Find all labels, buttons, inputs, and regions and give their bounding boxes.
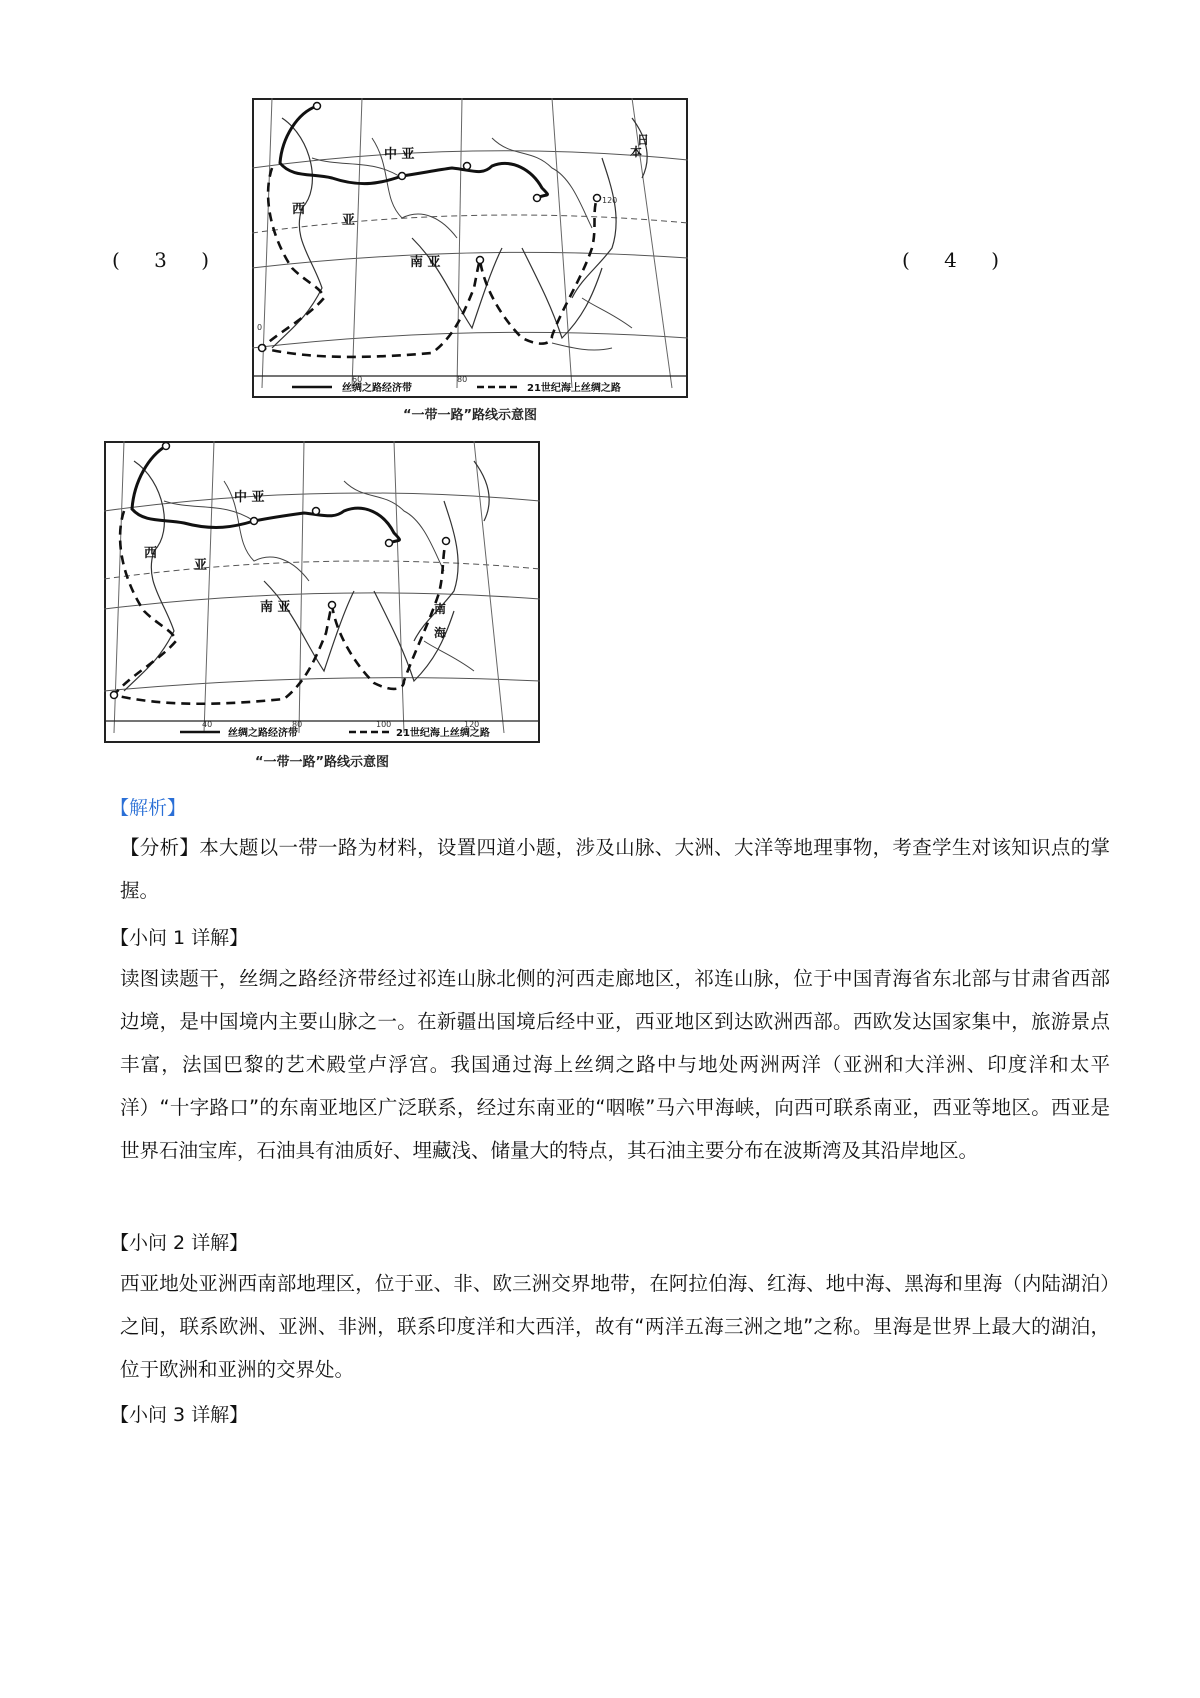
- label-south-china-sea-1: 南: [434, 602, 447, 616]
- label-south-asia: 南 亚: [260, 600, 291, 615]
- q3-heading: 【小问 3 详解】: [110, 1404, 249, 1426]
- tick-label: 120: [464, 720, 480, 729]
- map-drawing: [252, 98, 688, 398]
- q1-heading: 【小问 1 详解】: [110, 927, 249, 949]
- legend-land-label: 丝绸之路经济带: [342, 383, 412, 394]
- question-marker-3: [112, 248, 209, 272]
- label-central-asia: 中 亚: [384, 147, 415, 162]
- label-south-china-sea-2: 海: [434, 626, 447, 640]
- tick-label: 40: [202, 720, 213, 729]
- q1-paragraph: 读图读题干，丝绸之路经济带经过祁连山脉北侧的河西走廊地区，祁连山脉，位于中国青海省东北部与甘肃省西部边境，是中国境内主要山脉之一。在新疆出国境后经中亚，西亚地区到达欧洲西部。西欧发达国家集中，旅游景点丰富，法国巴黎的艺术殿堂卢浮宫。我国通过海上丝绸之路中与地处两洲两洋（亚洲和大洋洲、印度洋和太平洋）“十字路口”的东南亚地区广泛联系，经过东南亚的“咽喉”马六甲海峡，向西可联系南亚，西亚等地区。西亚是世界石油宝库，石油具有油质好、埋藏浅、储量大的特点，其石油主要分布在波斯湾及其沿岸地区。: [120, 967, 1110, 1162]
- label-japan-1: 日: [637, 133, 650, 147]
- paren-close: ): [201, 248, 210, 272]
- q2-heading: 【小问 2 详解】: [110, 1232, 249, 1254]
- analysis-paragraph: 【分析】本大题以一带一路为材料，设置四道小题，涉及山脉、大洲、大洋等地理事物，考查学生对该知识点的掌握。: [120, 836, 1110, 902]
- paren-open: (: [902, 248, 910, 272]
- map-caption: “一带一路”路线示意图: [254, 755, 390, 770]
- tick-label: 120: [602, 196, 618, 205]
- tick-label: 0: [257, 323, 263, 332]
- label-japan-2: 本: [630, 145, 643, 159]
- legend-sea-label: 21世纪海上丝绸之路: [527, 383, 621, 394]
- belt-road-map-top: [252, 98, 688, 423]
- map-drawing: [104, 441, 540, 743]
- tick-label: 80: [292, 720, 303, 729]
- legend-sea-label: 21世纪海上丝绸之路: [396, 728, 490, 739]
- legend-land-label: 丝绸之路经济带: [228, 728, 298, 739]
- question-marker-4: [902, 248, 999, 272]
- belt-road-map-bottom: [104, 441, 540, 770]
- label-west: 西: [144, 546, 158, 561]
- tick-label: 100: [376, 720, 392, 729]
- tick-label: 60: [352, 375, 363, 384]
- analysis-section-title: 【解析】: [110, 797, 187, 819]
- question-number: 4: [944, 248, 957, 272]
- label-south-asia: 南 亚: [410, 255, 441, 270]
- map-caption: “一带一路”路线示意图: [402, 408, 538, 423]
- q2-paragraph: 西亚地处亚洲西南部地理区，位于亚、非、欧三洲交界地带，在阿拉伯海、红海、地中海、黑海和里海（内陆湖泊）之间，联系欧洲、亚洲、非洲，联系印度洋和大西洋，故有“两洋五海三洲之地”之称。里海是世界上最大的湖泊，位于欧洲和亚洲的交界处。: [120, 1272, 1110, 1381]
- question-number: 3: [154, 248, 167, 272]
- tick-label: 80: [457, 375, 468, 384]
- label-asia: 亚: [342, 213, 356, 228]
- label-west: 西: [292, 202, 306, 217]
- paren-close: ): [991, 248, 1000, 272]
- paren-open: (: [112, 248, 120, 272]
- label-central-asia: 中 亚: [234, 490, 265, 505]
- label-asia: 亚: [194, 558, 208, 573]
